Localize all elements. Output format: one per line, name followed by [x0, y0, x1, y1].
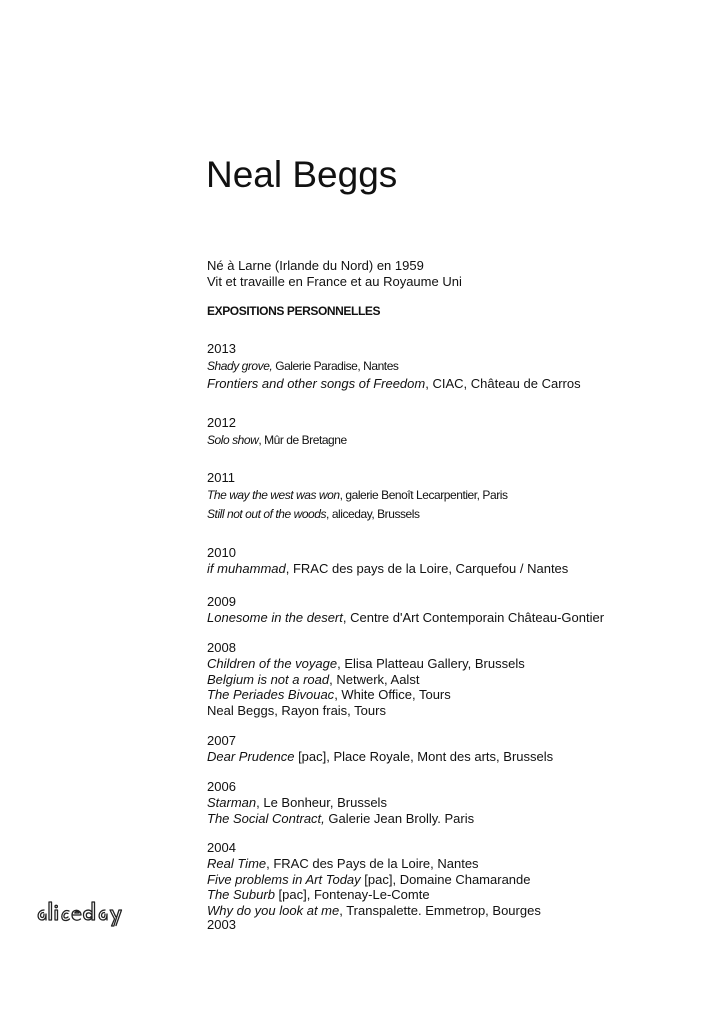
- year-block-2011: [207, 470, 508, 524]
- work-title: Lonesome in the desert: [207, 610, 343, 625]
- venue: , galerie Benoît Lecarpentier, Paris: [339, 488, 508, 502]
- list-item: [207, 856, 541, 872]
- work-title: Belgium is not a road: [207, 671, 330, 687]
- aliceday-logo: [34, 898, 140, 928]
- venue: , White Office, Tours: [334, 687, 451, 702]
- work-title: Five problems in Art Today: [207, 871, 361, 887]
- year-label: 2007: [207, 733, 236, 748]
- year-block-2003: [207, 917, 236, 933]
- venue: , FRAC des pays de la Loire, Carquefou / Nantes: [285, 561, 569, 576]
- year-label: 2013: [207, 341, 236, 356]
- list-item: [207, 811, 474, 827]
- work-title: The Suburb: [207, 887, 275, 902]
- list-item: [207, 749, 553, 765]
- work-title: Children of the voyage: [207, 656, 338, 671]
- venue: [pac], Domaine Chamarande: [360, 871, 531, 887]
- list-item: [207, 887, 541, 903]
- list-item: [207, 431, 347, 450]
- work-title: The way the west was won: [207, 488, 340, 502]
- year-label: 2006: [207, 779, 236, 794]
- list-item: [207, 687, 525, 703]
- list-item: [207, 486, 508, 505]
- venue: , FRAC des Pays de la Loire, Nantes: [266, 856, 479, 871]
- work-title: Still not out of the woods: [207, 507, 327, 521]
- year-block-2008: [207, 640, 525, 718]
- list-item: [207, 561, 568, 577]
- year-label: 2010: [207, 545, 236, 560]
- work-title: Why do you look at me: [207, 902, 340, 918]
- venue: [pac], Fontenay-Le-Comte: [274, 887, 430, 902]
- list-item: [207, 903, 541, 919]
- venue: , CIAC, Château de Carros: [425, 376, 581, 391]
- year-block-2007: [207, 733, 553, 765]
- venue: , Elisa Platteau Gallery, Brussels: [337, 656, 525, 671]
- list-item: [207, 656, 525, 672]
- work-title: The Social Contract,: [207, 810, 325, 826]
- list-item: [207, 610, 604, 626]
- list-item: [207, 795, 474, 811]
- work-title: Starman: [207, 795, 257, 810]
- year-block-2013: [207, 341, 581, 392]
- work-title: if muhammad: [207, 561, 286, 576]
- venue: , aliceday, Brussels: [326, 507, 420, 521]
- year-block-2012: [207, 415, 347, 450]
- list-item: [207, 872, 541, 888]
- year-label: 2008: [207, 640, 236, 655]
- section-heading: EXPOSITIONS PERSONNELLES: [207, 304, 381, 318]
- year-block-2006: [207, 779, 474, 826]
- work-title: Shady grove,: [207, 359, 273, 373]
- work-title: Solo show: [207, 433, 259, 447]
- page-title: Neal Beggs: [206, 154, 398, 195]
- venue: Galerie Paradise, Nantes: [272, 359, 399, 373]
- venue: , Mûr de Bretagne: [258, 433, 347, 447]
- artist-bio: [207, 258, 462, 290]
- year-block-2004: [207, 840, 541, 918]
- list-item: [207, 376, 581, 392]
- birth-info: Né à Larne (Irlande du Nord) en 1959: [207, 258, 424, 273]
- list-item: [207, 505, 508, 524]
- work-title: Dear Prudence: [207, 749, 295, 764]
- year-block-2010: [207, 545, 568, 577]
- year-block-2009: [207, 594, 604, 626]
- year-label: 2012: [207, 415, 236, 430]
- residence-info: Vit et travaille en France et au Royaume Uni: [207, 274, 462, 289]
- venue: Neal Beggs, Rayon frais, Tours: [207, 702, 386, 718]
- year-label: 2004: [207, 840, 236, 855]
- work-title: The Periades Bivouac: [207, 687, 335, 702]
- year-label: 2009: [207, 594, 236, 609]
- year-label: 2003: [207, 917, 236, 932]
- list-item: [207, 672, 525, 688]
- venue: Galerie Jean Brolly. Paris: [324, 810, 475, 826]
- work-title: Frontiers and other songs of Freedom: [207, 376, 426, 391]
- year-label: 2011: [207, 470, 235, 485]
- list-item: [207, 357, 581, 376]
- venue: [pac], Place Royale, Mont des arts, Brussels: [294, 749, 554, 764]
- list-item: [207, 703, 525, 719]
- venue: , Le Bonheur, Brussels: [256, 795, 387, 810]
- work-title: Real Time: [207, 856, 267, 871]
- venue: , Netwerk, Aalst: [329, 671, 420, 687]
- venue: , Centre d'Art Contemporain Château-Gontier: [342, 610, 605, 625]
- venue: , Transpalette. Emmetrop, Bourges: [339, 902, 541, 918]
